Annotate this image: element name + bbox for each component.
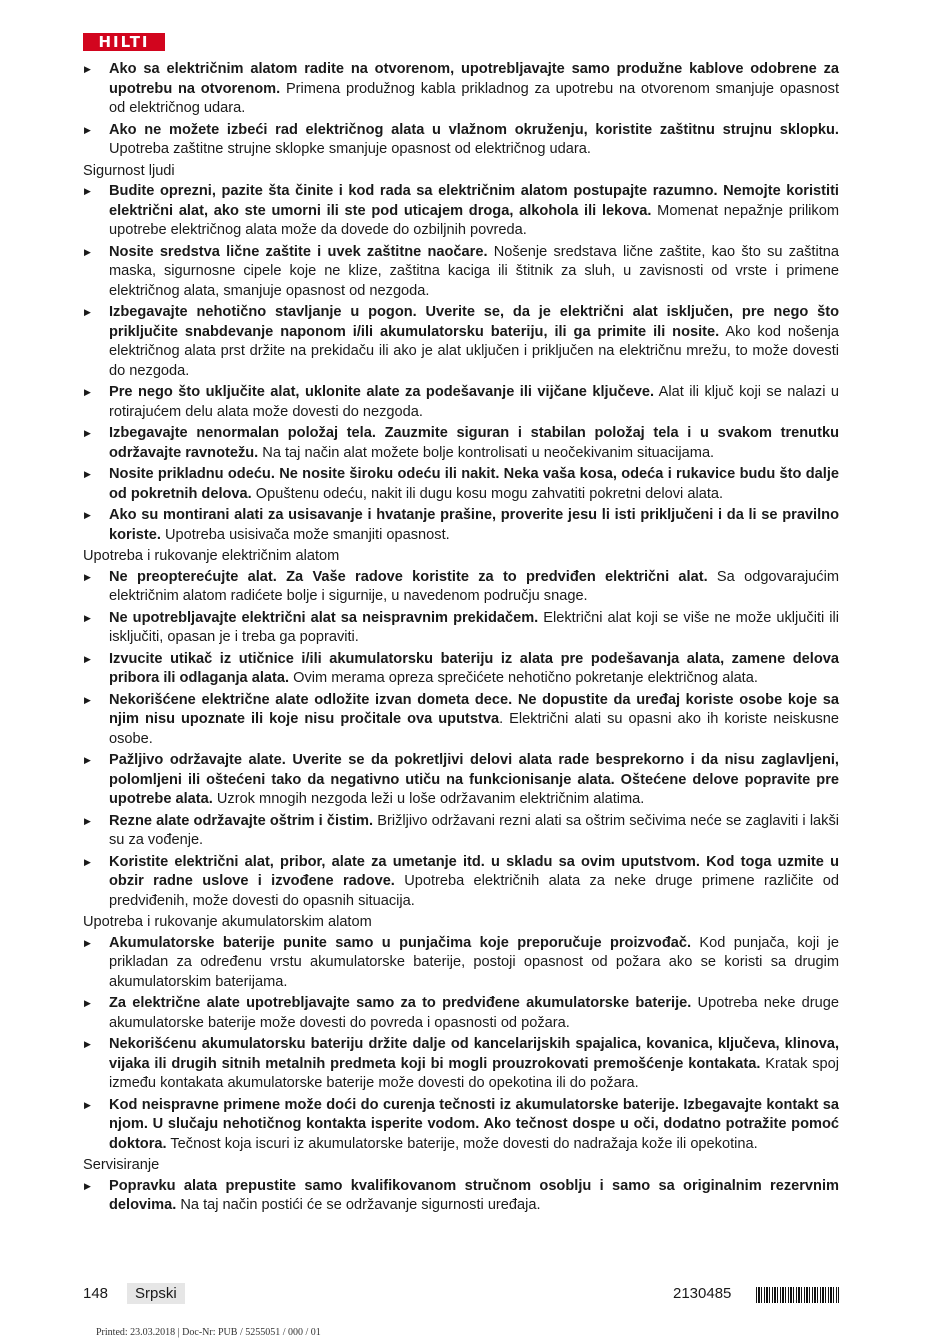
item-instruction: Rezne alate održavajte oštrim i čistim. [109,812,374,829]
list-item [83,609,839,648]
item-instruction: Budite oprezni, pazite šta činite i kod rada sa električnim alatom postupajte razumno. Nemojte koristiti električni alat, ako ste umorni ili ste pod uticajem droga, alkohola ili lekova. [109,183,839,219]
list-item [83,994,839,1033]
bullet-arrow-icon: ▶ [84,755,91,765]
list-item [83,691,839,750]
bullet-arrow-icon: ▶ [84,510,91,520]
item-explanation: . Električni alati su opasni ako ih koriste neiskusne osobe. [109,711,840,747]
item-explanation: Ako kod nošenja električnog alata prst držite na prekidaču ili ako je alat uključen i priključen na električnu mrežu, to može dovesti do nezgoda. [109,323,840,379]
bullet-arrow-icon: ▶ [84,815,91,826]
bullet-arrow-icon: ▶ [84,469,91,479]
bullet-arrow-icon: ▶ [84,856,91,867]
list-item [83,424,839,463]
list-item [83,303,839,381]
item-explanation: Momenat nepažnje prilikom upotrebe električnog alata može da dovede do ozbiljnih povreda. [109,202,839,238]
item-instruction: Pre nego što uključite alat, uklonite alate za podešavanje ili vijčane ključeve. [109,384,655,400]
page-number: 148 [83,1285,109,1302]
item-explanation: Upotreba zaštitne strujne sklopke smanjuje opasnost od električnog udara. [109,141,591,157]
item-instruction: Ne upotrebljavajte električni alat sa neispravnim prekidačem. [109,609,539,626]
bullet-arrow-icon: ▶ [84,937,91,948]
list-item [83,934,839,993]
item-instruction: Nosite sredstva lične zaštite i uvek zaštitne naočare. [109,243,488,260]
item-instruction: Izbegavajte nenormalan položaj tela. Zauzmite siguran i stabilan položaj tela i u svakom trenutku održavajte ravnotežu. [109,425,839,461]
bullet-arrow-icon: ▶ [84,612,91,623]
list-item [83,812,839,851]
bullet-arrow-icon: ▶ [84,428,91,438]
bullet-arrow-icon: ▶ [84,1180,91,1191]
list-item [83,506,839,545]
item-instruction: Ako sa električnim alatom radite na otvorenom, upotrebljavajte samo produžne kablove odobrene za upotrebu na otvorenom. [109,61,839,97]
item-explanation: Na taj način alat možete bolje kontrolisati u neočekivanim situacijama. [258,444,715,461]
list-item [83,182,839,241]
list-item [83,1096,839,1155]
list-item [83,60,839,119]
bullet-arrow-icon: ▶ [84,307,91,317]
page-footer [83,1283,839,1307]
list-item [83,1035,839,1094]
section-heading: Upotreba i rukovanje električnim alatom [83,548,340,564]
item-explanation: Kratak spoj između kontakata akumulatorske baterije može dovesti do opekotina ili do požara. [109,1055,839,1091]
item-explanation: Upotreba neke druge akumulatorske baterije može dovesti do povreda i opasnosti od požara. [109,995,839,1031]
list-item [83,751,839,810]
item-instruction: Nekorišćenu akumulatorsku bateriju držite dalje od kancelarijskih spajalica, kovanica, ključeva, klinova, vijaka ili drugih sitnih metalnih predmeta koji bi mogli prouzrokovati premošćenje kontakata. [109,1036,839,1072]
item-instruction: Nosite prikladnu odeću. Ne nosite široku odeću ili nakit. Neka vaša kosa, odeća i rukavice budu što dalje od pokretnih delova. [109,466,839,502]
item-instruction: Ne preopterećujte alat. Za Vaše radove koristite za to predviđen električni alat. [109,568,708,585]
item-explanation: Električni alat koji se više ne može uključiti ili isključiti, opasan je i treba ga popraviti. [109,609,839,645]
item-explanation: Brižljivo održavani rezni alati sa oštrim sečivima neće se zaglaviti i lakši su za vođenje. [109,812,840,848]
list-item [83,121,839,160]
item-explanation: Tečnost koja iscuri iz akumulatorske baterije, može dovesti do nadražaja kože ili opekotina. [166,1135,758,1152]
item-instruction: Nekorišćene električne alate odložite izvan dometa dece. Ne dopustite da uređaj koriste osobe koje sa njim nisu upoznate ili koje nisu pročitale ova uputstva [109,691,839,727]
item-instruction: Ako su montirani alati za usisavanje i hvatanje prašine, proverite jesu li isti priključeni i da li se pravilno koriste. [109,507,839,543]
bullet-arrow-icon: ▶ [84,246,91,257]
item-instruction: Za električne alate upotrebljavajte samo za to predviđene akumulatorske baterije. [109,995,692,1011]
item-explanation: Upotreba električnih alata za neke druge primene različite od predviđenih, može dovesti do opasnih situacija. [109,873,839,909]
list-item [83,568,839,607]
list-item [83,243,839,302]
bullet-arrow-icon: ▶ [84,387,91,397]
item-explanation: Ovim merama opreza sprečićete nehotično pokretanje električnog alata. [289,670,758,686]
item-instruction: Koristite električni alat, pribor, alate za umetanje itd. u skladu sa ovim uputstvom. Kod toga uzmite u obzir radne uslove i izvođene radove. [109,853,839,889]
item-explanation: Nošenje sredstava lične zaštite, kao što su zaštitna maska, sigurnosne cipele koje ne klize, zaštitna kaciga ili štitnik za sluh, u zavisnosti od vrste i primene električnog alata, smanjuje opasnost od nezgoda. [109,243,839,299]
item-instruction: Izbegavajte nehotično stavljanje u pogon. Uverite se, da je električni alat isključen, pre nego što priključite snabdevanje naponom i/ili akumulatorsku bateriju, ili ga primite ili nosite. [109,304,839,340]
barcode-icon [756,1287,839,1303]
item-explanation: Opuštenu odeću, nakit ili dugu kosu mogu zahvatiti pokretni delovi alata. [251,485,724,502]
bullet-arrow-icon: ▶ [84,124,91,135]
document-body [83,60,839,1218]
item-instruction: Kod neispravne primene može doći do curenja tečnosti iz akumulatorske baterije. Izbegavajte kontakt sa njom. U slučaju nehotičnog kontakta isperite vodom. Ako tečnost dospe u oči, dodatno potražite pomoć doktora. [109,1096,839,1152]
item-explanation: Alat ili ključ koji se nalazi u rotirajućem delu alata može dovesti do nezgoda. [109,384,840,420]
item-instruction: Ako ne možete izbeći rad električnog alata u vlažnom okruženju, koristite zaštitnu strujnu sklopku. [109,121,839,138]
item-explanation: Primena produžnog kabla prikladnog za upotrebu na otvorenom smanjuje opasnost od električnog udara. [109,80,839,116]
item-explanation: Sa odgovarajućim električnim alatom radićete bolje i sigurnije, u navedenom području snage. [109,568,839,604]
list-item [83,383,839,422]
item-instruction: Pažljivo održavajte alate. Uverite se da pokretljivi delovi alata rade besprekorno i da nisu zaglavljeni, polomljeni ili oštećeni tako da negativno utiču na funkcionisanje alata. Oštećene delove popravite pre upotrebe alata. [109,752,839,807]
section-heading: Sigurnost ljudi [83,162,175,179]
list-item [83,650,839,689]
bullet-arrow-icon: ▶ [84,694,91,705]
item-explanation: Na taj način postići će se održavanje sigurnosti uređaja. [176,1197,541,1213]
list-item [83,1177,839,1216]
item-instruction: Akumulatorske baterije punite samo u punjačima koje preporučuje proizvođač. [109,934,692,951]
item-instruction: Popravku alata prepustite samo kvalifikovanom stručnom osoblju i samo sa originalnim rezervnim delovima. [109,1177,839,1213]
bullet-arrow-icon: ▶ [84,186,91,196]
section-heading: Servisiranje [83,1157,160,1173]
list-item [83,465,839,504]
bullet-arrow-icon: ▶ [84,1099,91,1110]
bullet-arrow-icon: ▶ [84,1039,91,1049]
document-number: 2130485 [673,1285,732,1302]
language-tab: Srpski [127,1283,185,1304]
item-explanation: Kod punjača, koji je prikladan za određenu vrstu akumulatorske baterije, postoji opasnost od požara ako se koristi sa drugim akumulatorskim baterijama. [109,934,839,990]
section-heading: Upotreba i rukovanje akumulatorskim alatom [83,914,372,930]
bullet-arrow-icon: ▶ [84,571,91,582]
bullet-arrow-icon: ▶ [84,653,91,664]
bullet-arrow-icon: ▶ [84,998,91,1008]
printed-info: Printed: 23.03.2018 | Doc-Nr: PUB / 5255051 / 000 / 01 [96,1327,321,1338]
item-instruction: Izvucite utikač iz utičnice i/ili akumulatorsku bateriju iz alata pre podešavanja alata, zamene delova pribora ili odlaganja alata. [109,650,839,686]
item-explanation: Uzrok mnogih nezgoda leži u loše održavanim električnim alatima. [212,791,645,807]
bullet-arrow-icon: ▶ [84,64,91,74]
item-explanation: Upotreba usisivača može smanjiti opasnost. [160,526,450,543]
hilti-logo: HILTI [83,33,165,51]
list-item [83,853,839,912]
